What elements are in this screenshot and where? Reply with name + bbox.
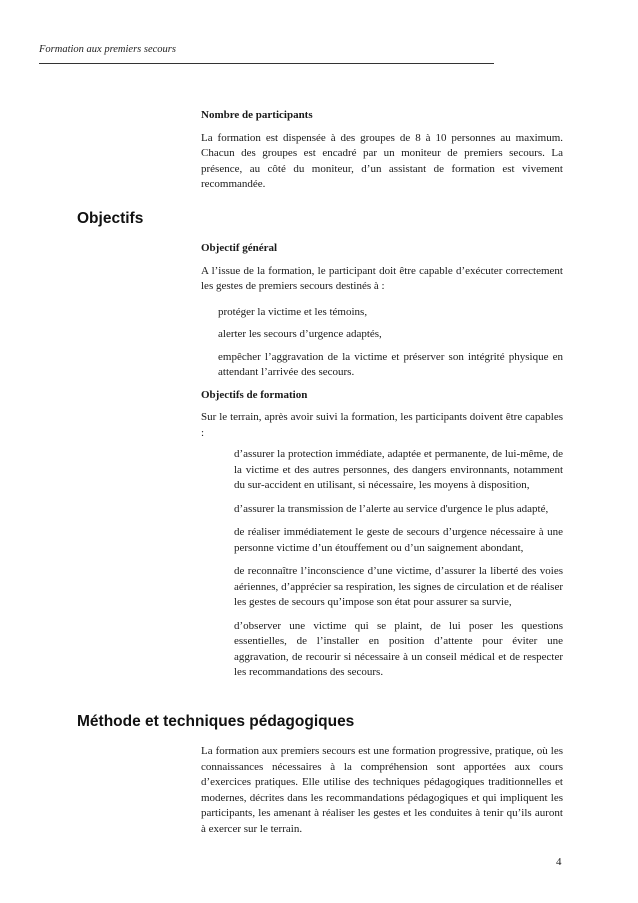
- objectif-general-subheading: Objectif général: [201, 242, 278, 254]
- list-item: protéger la victime et les témoins,: [218, 305, 368, 318]
- methode-block: [201, 744, 563, 847]
- list-item: d’assurer la protection immédiate, adaptée et permanente, de lui-même, de la victime et des autres personnes, des dangers environnants, notamment du sur-accident en utilisant, si nécessaire, les moyens à disposition,: [234, 448, 563, 491]
- intro-block: [201, 108, 563, 203]
- list-item: alerter les secours d’urgence adaptés,: [218, 328, 382, 340]
- methode-paragraph: La formation aux premiers secours est une formation progressive, pratique, où les connaissances nécessaires à la compréhension sont apportées aux cours d’exercices pratiques. Elle utilise des techniques pédagogiques traditionnelles et modernes, décrites dans les recommandations pédagogiques et qui impliquent les participants, les amenant à réaliser les gestes et les conduites à tenir qu’ils auront à exercer sur le terrain.: [201, 745, 563, 835]
- page-number: 4: [556, 856, 562, 868]
- objectif-general-list: [201, 305, 563, 381]
- participants-paragraph: La formation est dispensée à des groupes de 8 à 10 personnes au maximum. Chacun des groupes est encadré par un moniteur de premiers secours. La présence, au côté du moniteur, d’un assistant de formation est vivement recommandée.: [201, 131, 563, 190]
- objectifs-formation-paragraph: Sur le terrain, après avoir suivi la formation, les participants doivent être capables :: [201, 411, 563, 439]
- running-header: Formation aux premiers secours: [39, 44, 176, 55]
- objectifs-heading: Objectifs: [77, 210, 144, 227]
- objectif-general-paragraph: A l’issue de la formation, le participant doit être capable d’exécuter correctement les gestes de premiers secours destinés à :: [201, 264, 563, 292]
- list-item: d’observer une victime qui se plaint, de lui poser les questions essentielles, de l’installer en position d’attente pour éviter une aggravation, de recourir si nécessaire à un conseil médical et de respecter les recommandations des secours.: [234, 619, 563, 678]
- list-item: de reconnaître l’inconscience d’une victime, d’assurer la liberté des voies aériennes, d’apprécier sa respiration, les signes de circulation et de réaliser les gestes de secours qu’impose son état pour assurer sa survie,: [234, 565, 563, 608]
- list-item: empêcher l’aggravation de la victime et préserver son intégrité physique en attendant l’arrivée des secours.: [218, 350, 563, 378]
- methode-heading: Méthode et techniques pédagogiques: [77, 713, 355, 730]
- objectifs-formation-subheading: Objectifs de formation: [201, 388, 308, 401]
- list-item: d’assurer la transmission de l’alerte au service d'urgence le plus adapté,: [234, 502, 549, 515]
- objectifs-formation-list: [201, 447, 563, 681]
- participants-subheading: Nombre de participants: [201, 109, 313, 121]
- objectifs-block: [201, 241, 563, 689]
- header-rule: [39, 63, 494, 64]
- list-item: de réaliser immédiatement le geste de secours d’urgence nécessaire à une personne victime d’un étouffement ou d’un saignement abondant,: [234, 526, 563, 554]
